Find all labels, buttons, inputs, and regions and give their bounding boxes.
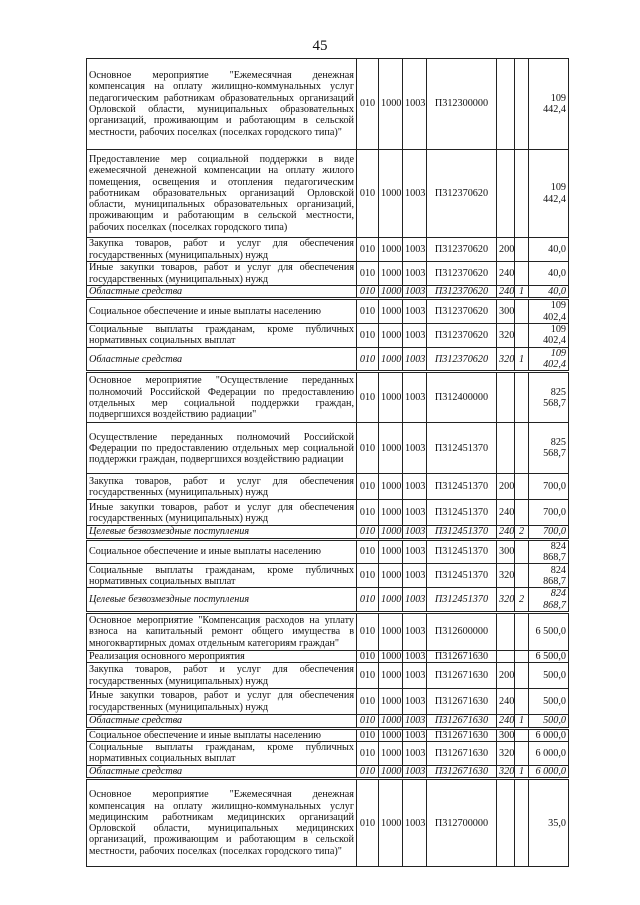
row-target-article-code: П312451370 — [427, 526, 497, 539]
table-row — [87, 347, 569, 372]
row-grbs-code: 010 — [357, 474, 379, 500]
row-name: Иные закупки товаров, работ и услуг для обеспечения государственных (муниципальных) нужд — [87, 689, 357, 715]
row-name: Закупка товаров, работ и услуг для обеспечения государственных (муниципальных) нужд — [87, 238, 357, 262]
row-target-article-code: П312370620 — [427, 262, 497, 286]
row-name: Социальное обеспечение и иные выплаты населению — [87, 539, 357, 564]
row-funding-source-code — [515, 650, 529, 662]
row-expense-type-code: 240 — [497, 262, 515, 286]
row-target-article-code: П312671630 — [427, 715, 497, 728]
row-subsection-code: 1003 — [403, 262, 427, 286]
row-name: Социальное обеспечение и иные выплаты населению — [87, 299, 357, 324]
row-amount: 40,0 — [529, 262, 569, 286]
row-funding-source-code: 1 — [515, 715, 529, 728]
row-amount: 824 868,7 — [529, 588, 569, 613]
row-amount: 825 568,7 — [529, 423, 569, 474]
row-expense-type-code: 320 — [497, 347, 515, 372]
row-grbs-code: 010 — [357, 663, 379, 689]
row-target-article-code: П312370620 — [427, 150, 497, 238]
row-expense-type-code: 200 — [497, 238, 515, 262]
row-expense-type-code: 320 — [497, 741, 515, 765]
row-grbs-code: 010 — [357, 526, 379, 539]
row-amount: 6 500,0 — [529, 612, 569, 650]
row-expense-type-code: 320 — [497, 323, 515, 347]
row-section-code: 1000 — [379, 423, 403, 474]
row-section-code: 1000 — [379, 765, 403, 778]
row-funding-source-code — [515, 59, 529, 150]
row-target-article-code: П312671630 — [427, 741, 497, 765]
row-section-code: 1000 — [379, 715, 403, 728]
row-funding-source-code: 2 — [515, 588, 529, 613]
row-subsection-code: 1003 — [403, 715, 427, 728]
row-target-article-code: П312671630 — [427, 650, 497, 662]
row-grbs-code: 010 — [357, 741, 379, 765]
row-name: Основное мероприятие "Компенсация расходов на уплату взноса на капитальный ремонт общего имущества в многоквартирных домах отдельным категориям граждан" — [87, 612, 357, 650]
row-name: Реализация основного мероприятия — [87, 650, 357, 662]
row-subsection-code: 1003 — [403, 59, 427, 150]
row-funding-source-code — [515, 564, 529, 588]
row-name: Иные закупки товаров, работ и услуг для обеспечения государственных (муниципальных) нужд — [87, 262, 357, 286]
row-subsection-code: 1003 — [403, 588, 427, 613]
table-row — [87, 539, 569, 564]
row-funding-source-code — [515, 262, 529, 286]
row-subsection-code: 1003 — [403, 150, 427, 238]
row-expense-type-code — [497, 150, 515, 238]
row-funding-source-code — [515, 612, 529, 650]
row-expense-type-code — [497, 372, 515, 423]
table-row — [87, 500, 569, 526]
row-funding-source-code — [515, 150, 529, 238]
row-subsection-code: 1003 — [403, 526, 427, 539]
row-expense-type-code: 240 — [497, 286, 515, 299]
row-funding-source-code: 2 — [515, 526, 529, 539]
row-section-code: 1000 — [379, 650, 403, 662]
table-row — [87, 564, 569, 588]
row-subsection-code: 1003 — [403, 779, 427, 867]
row-target-article-code: П312370620 — [427, 323, 497, 347]
row-target-article-code: П312400000 — [427, 372, 497, 423]
row-target-article-code: П312671630 — [427, 765, 497, 778]
row-subsection-code: 1003 — [403, 238, 427, 262]
row-expense-type-code: 320 — [497, 588, 515, 613]
row-target-article-code: П312671630 — [427, 728, 497, 741]
table-row — [87, 765, 569, 778]
row-expense-type-code: 300 — [497, 539, 515, 564]
row-expense-type-code: 240 — [497, 500, 515, 526]
row-grbs-code: 010 — [357, 500, 379, 526]
table-row — [87, 238, 569, 262]
row-funding-source-code — [515, 299, 529, 324]
table-row — [87, 372, 569, 423]
row-name: Целевые безвозмездные поступления — [87, 588, 357, 613]
row-name: Социальное обеспечение и иные выплаты населению — [87, 728, 357, 741]
row-amount: 109 402,4 — [529, 347, 569, 372]
row-target-article-code: П312370620 — [427, 238, 497, 262]
row-amount: 109 442,4 — [529, 150, 569, 238]
row-name: Социальные выплаты гражданам, кроме публичных нормативных социальных выплат — [87, 741, 357, 765]
row-target-article-code: П312300000 — [427, 59, 497, 150]
row-grbs-code: 010 — [357, 715, 379, 728]
row-subsection-code: 1003 — [403, 612, 427, 650]
row-subsection-code: 1003 — [403, 663, 427, 689]
row-grbs-code: 010 — [357, 728, 379, 741]
table-row — [87, 474, 569, 500]
row-funding-source-code — [515, 323, 529, 347]
row-amount: 700,0 — [529, 500, 569, 526]
row-subsection-code: 1003 — [403, 299, 427, 324]
row-subsection-code: 1003 — [403, 500, 427, 526]
row-grbs-code: 010 — [357, 323, 379, 347]
row-grbs-code: 010 — [357, 689, 379, 715]
row-target-article-code: П312451370 — [427, 500, 497, 526]
row-section-code: 1000 — [379, 779, 403, 867]
row-grbs-code: 010 — [357, 347, 379, 372]
row-target-article-code: П312451370 — [427, 474, 497, 500]
row-grbs-code: 010 — [357, 238, 379, 262]
row-name: Закупка товаров, работ и услуг для обеспечения государственных (муниципальных) нужд — [87, 663, 357, 689]
row-funding-source-code — [515, 741, 529, 765]
table-row — [87, 588, 569, 613]
row-expense-type-code — [497, 612, 515, 650]
row-target-article-code: П312451370 — [427, 539, 497, 564]
row-section-code: 1000 — [379, 299, 403, 324]
row-amount: 40,0 — [529, 286, 569, 299]
row-name: Социальные выплаты гражданам, кроме публичных нормативных социальных выплат — [87, 323, 357, 347]
row-grbs-code: 010 — [357, 564, 379, 588]
row-subsection-code: 1003 — [403, 372, 427, 423]
budget-table-body — [87, 59, 569, 867]
row-amount: 700,0 — [529, 526, 569, 539]
row-grbs-code: 010 — [357, 262, 379, 286]
row-expense-type-code: 200 — [497, 474, 515, 500]
row-amount: 824 868,7 — [529, 539, 569, 564]
row-target-article-code: П312700000 — [427, 779, 497, 867]
row-expense-type-code: 300 — [497, 728, 515, 741]
row-grbs-code: 010 — [357, 286, 379, 299]
row-funding-source-code: 1 — [515, 286, 529, 299]
row-section-code: 1000 — [379, 150, 403, 238]
row-expense-type-code — [497, 59, 515, 150]
row-expense-type-code — [497, 650, 515, 662]
table-row — [87, 323, 569, 347]
row-amount: 6 000,0 — [529, 765, 569, 778]
row-expense-type-code: 200 — [497, 663, 515, 689]
row-funding-source-code: 1 — [515, 347, 529, 372]
table-row — [87, 262, 569, 286]
table-row — [87, 689, 569, 715]
row-name: Предоставление мер социальной поддержки в виде ежемесячной денежной компенсации на оплату жилого помещения, освещения и отопления педагогическим работникам образовательных организаций Орловской области, муниципальных образовательных организаций, проживающим и работающим в сельской местности, рабочих поселках (поселках городского типа) — [87, 150, 357, 238]
row-name: Областные средства — [87, 347, 357, 372]
row-target-article-code: П312451370 — [427, 564, 497, 588]
budget-table — [86, 58, 569, 867]
row-target-article-code: П312671630 — [427, 663, 497, 689]
table-row — [87, 741, 569, 765]
row-grbs-code: 010 — [357, 779, 379, 867]
row-subsection-code: 1003 — [403, 728, 427, 741]
row-amount: 40,0 — [529, 238, 569, 262]
row-section-code: 1000 — [379, 59, 403, 150]
row-funding-source-code: 1 — [515, 765, 529, 778]
row-section-code: 1000 — [379, 663, 403, 689]
row-amount: 109 402,4 — [529, 323, 569, 347]
row-section-code: 1000 — [379, 588, 403, 613]
row-expense-type-code: 320 — [497, 765, 515, 778]
row-name: Иные закупки товаров, работ и услуг для обеспечения государственных (муниципальных) нужд — [87, 500, 357, 526]
row-amount: 109 442,4 — [529, 59, 569, 150]
row-subsection-code: 1003 — [403, 539, 427, 564]
row-target-article-code: П312370620 — [427, 299, 497, 324]
row-amount: 35,0 — [529, 779, 569, 867]
table-row — [87, 715, 569, 728]
row-amount: 6 000,0 — [529, 741, 569, 765]
row-amount: 500,0 — [529, 689, 569, 715]
row-grbs-code: 010 — [357, 423, 379, 474]
row-grbs-code: 010 — [357, 588, 379, 613]
table-row — [87, 150, 569, 238]
row-expense-type-code: 300 — [497, 299, 515, 324]
row-target-article-code: П312451370 — [427, 423, 497, 474]
row-target-article-code: П312671630 — [427, 689, 497, 715]
row-subsection-code: 1003 — [403, 689, 427, 715]
row-funding-source-code — [515, 500, 529, 526]
row-name: Осуществление переданных полномочий Российской Федерации по предоставлению отдельных мер социальной поддержки граждан, подвергшихся воздействию радиации — [87, 423, 357, 474]
row-grbs-code: 010 — [357, 765, 379, 778]
row-section-code: 1000 — [379, 286, 403, 299]
row-section-code: 1000 — [379, 372, 403, 423]
row-name: Областные средства — [87, 286, 357, 299]
row-section-code: 1000 — [379, 539, 403, 564]
row-funding-source-code — [515, 423, 529, 474]
row-amount: 824 868,7 — [529, 564, 569, 588]
row-expense-type-code — [497, 779, 515, 867]
row-funding-source-code — [515, 539, 529, 564]
row-grbs-code: 010 — [357, 372, 379, 423]
row-amount: 6 000,0 — [529, 728, 569, 741]
row-subsection-code: 1003 — [403, 564, 427, 588]
row-subsection-code: 1003 — [403, 474, 427, 500]
row-funding-source-code — [515, 474, 529, 500]
row-funding-source-code — [515, 238, 529, 262]
row-section-code: 1000 — [379, 262, 403, 286]
row-subsection-code: 1003 — [403, 423, 427, 474]
row-section-code: 1000 — [379, 323, 403, 347]
row-amount: 500,0 — [529, 715, 569, 728]
row-grbs-code: 010 — [357, 59, 379, 150]
row-amount: 700,0 — [529, 474, 569, 500]
row-subsection-code: 1003 — [403, 650, 427, 662]
table-row — [87, 299, 569, 324]
row-expense-type-code — [497, 423, 515, 474]
row-expense-type-code: 240 — [497, 689, 515, 715]
row-grbs-code: 010 — [357, 650, 379, 662]
row-name: Социальные выплаты гражданам, кроме публичных нормативных социальных выплат — [87, 564, 357, 588]
row-subsection-code: 1003 — [403, 347, 427, 372]
table-row — [87, 779, 569, 867]
row-section-code: 1000 — [379, 526, 403, 539]
row-section-code: 1000 — [379, 564, 403, 588]
row-target-article-code: П312600000 — [427, 612, 497, 650]
row-name: Областные средства — [87, 765, 357, 778]
row-name: Основное мероприятие "Ежемесячная денежная компенсация на оплату жилищно-коммунальных услуг педагогическим работникам образовательных организаций Орловской области, муниципальных образовательных организаций, проживающим и работающим в сельской местности, рабочих поселках (поселках городского типа)" — [87, 59, 357, 150]
table-row — [87, 286, 569, 299]
row-expense-type-code: 240 — [497, 526, 515, 539]
row-name: Основное мероприятие "Ежемесячная денежная компенсация на оплату жилищно-коммунальных услуг медицинским работникам медицинских организаций Орловской области, муниципальных медицинских организаций, проживающим и работающим в сельской местности, рабочих поселках (поселках городского типа)" — [87, 779, 357, 867]
table-row — [87, 663, 569, 689]
table-row — [87, 526, 569, 539]
row-funding-source-code — [515, 372, 529, 423]
row-section-code: 1000 — [379, 500, 403, 526]
table-row — [87, 650, 569, 662]
row-funding-source-code — [515, 663, 529, 689]
row-subsection-code: 1003 — [403, 765, 427, 778]
row-section-code: 1000 — [379, 728, 403, 741]
row-subsection-code: 1003 — [403, 323, 427, 347]
row-name: Целевые безвозмездные поступления — [87, 526, 357, 539]
row-grbs-code: 010 — [357, 539, 379, 564]
row-grbs-code: 010 — [357, 150, 379, 238]
row-expense-type-code: 320 — [497, 564, 515, 588]
row-name: Областные средства — [87, 715, 357, 728]
row-section-code: 1000 — [379, 474, 403, 500]
row-amount: 6 500,0 — [529, 650, 569, 662]
table-row — [87, 612, 569, 650]
row-funding-source-code — [515, 779, 529, 867]
row-section-code: 1000 — [379, 238, 403, 262]
row-section-code: 1000 — [379, 741, 403, 765]
row-section-code: 1000 — [379, 689, 403, 715]
table-row — [87, 728, 569, 741]
row-name: Закупка товаров, работ и услуг для обеспечения государственных (муниципальных) нужд — [87, 474, 357, 500]
row-subsection-code: 1003 — [403, 286, 427, 299]
row-amount: 825 568,7 — [529, 372, 569, 423]
row-funding-source-code — [515, 728, 529, 741]
row-funding-source-code — [515, 689, 529, 715]
row-grbs-code: 010 — [357, 299, 379, 324]
row-target-article-code: П312370620 — [427, 347, 497, 372]
row-grbs-code: 010 — [357, 612, 379, 650]
table-row — [87, 423, 569, 474]
row-target-article-code: П312370620 — [427, 286, 497, 299]
row-amount: 500,0 — [529, 663, 569, 689]
row-section-code: 1000 — [379, 347, 403, 372]
row-target-article-code: П312451370 — [427, 588, 497, 613]
row-expense-type-code: 240 — [497, 715, 515, 728]
row-subsection-code: 1003 — [403, 741, 427, 765]
row-name: Основное мероприятие "Осуществление переданных полномочий Российской Федерации по предоставлению отдельных мер социальной поддержки граждан, подвергшихся воздействию радиации" — [87, 372, 357, 423]
row-amount: 109 402,4 — [529, 299, 569, 324]
table-row — [87, 59, 569, 150]
page-number: 45 — [312, 38, 328, 54]
row-section-code: 1000 — [379, 612, 403, 650]
